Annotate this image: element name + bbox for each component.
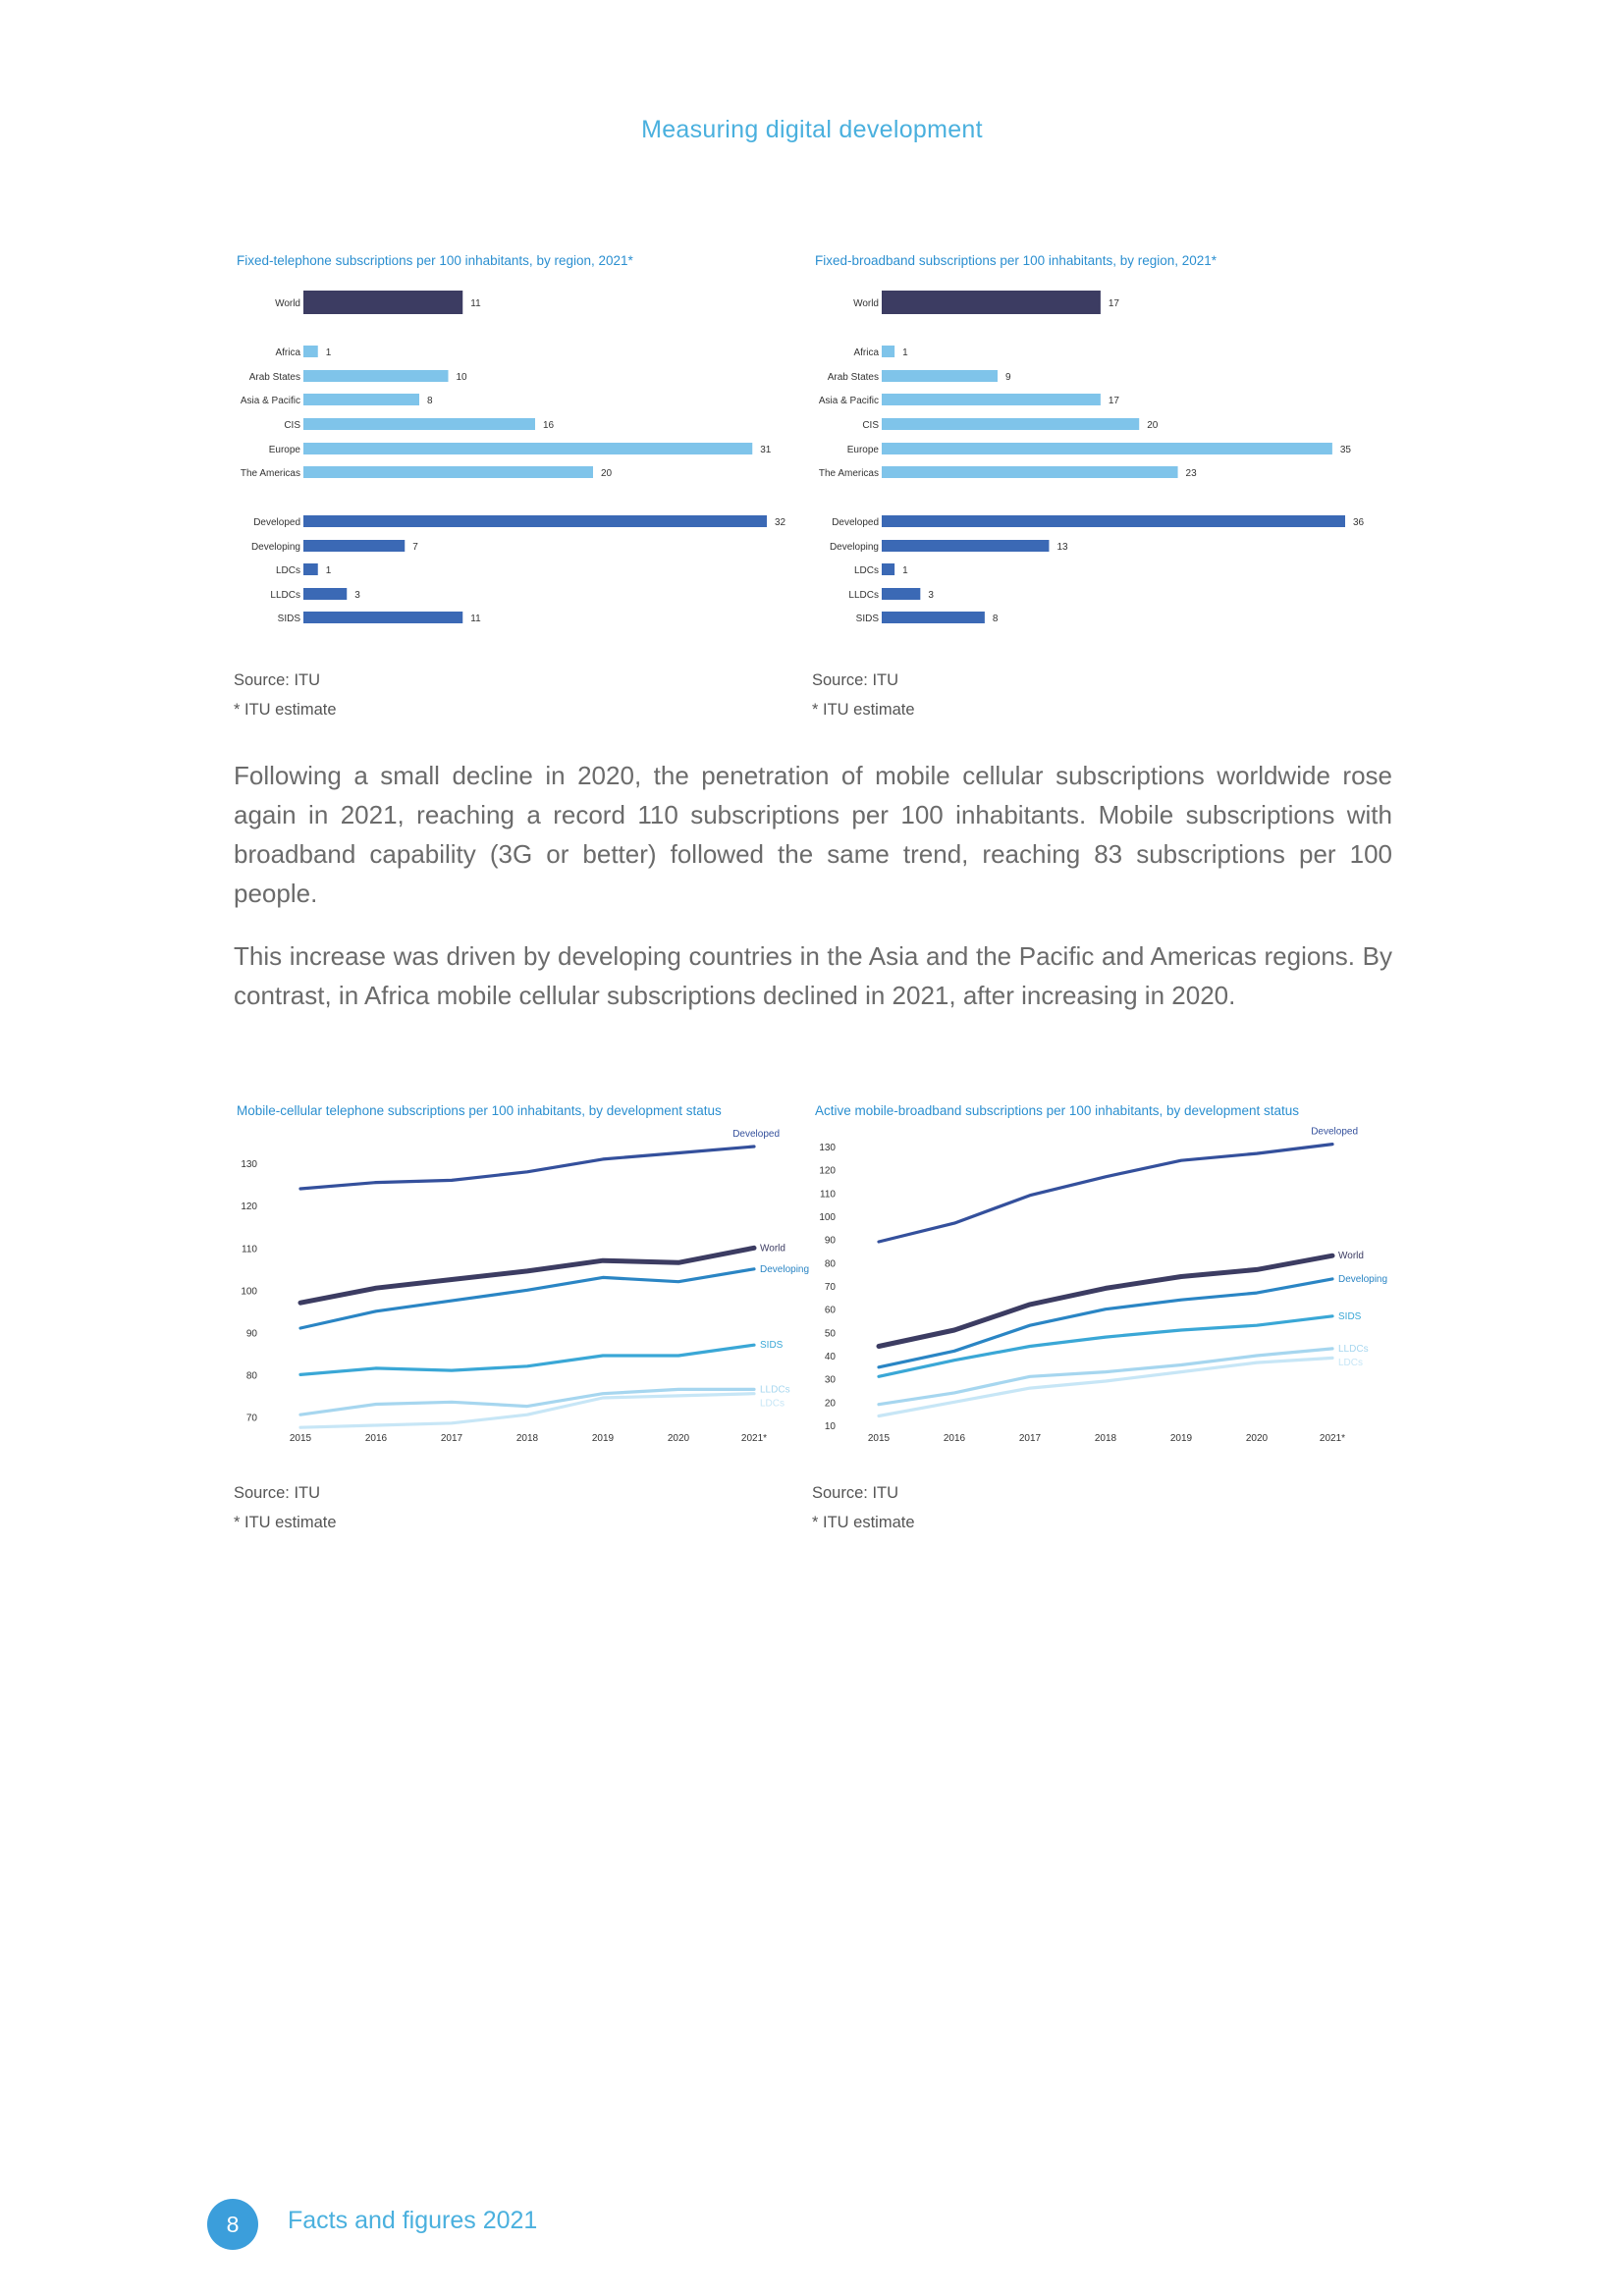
fixed-bb-category-label: World [853,298,879,309]
fixed-tel-bar [303,443,752,454]
fixed-bb-value-label: 3 [928,590,934,601]
mobile-cell-series-label: World [760,1243,785,1255]
fixed-bb-value-label: 13 [1056,542,1068,553]
fixed-bb-chart-title: Fixed-broadband subscriptions per 100 inhabitants, by region, 2021* [815,253,1218,268]
fixed-tel-chart-title: Fixed-telephone subscriptions per 100 inhabitants, by region, 2021* [237,253,633,268]
mobile-cell-x-tick-label: 2021* [740,1433,768,1444]
mobile-cell-chart-title: Mobile-cellular telephone subscriptions per 100 inhabitants, by development status [237,1103,722,1118]
mobile-cell-x-tick-label: 2019 [591,1433,615,1444]
mobile-bb-x-tick-label: 2015 [867,1433,891,1444]
mobile-bb-series-label: LDCs [1338,1357,1364,1368]
fixed-tel-category-label: LLDCs [270,590,300,601]
mobile-bb-series-line [879,1255,1332,1346]
fixed-tel-value-label: 16 [543,420,555,431]
fixed-tel-value-label: 11 [470,298,481,309]
fixed-tel-value-label: 1 [325,347,332,358]
mobile-bb-source: Source: ITU [812,1484,899,1502]
mobile-cell-series-line [300,1147,754,1189]
mobile-bb-y-tick-label: 40 [824,1352,836,1362]
mobile-cell-y-tick-label: 120 [241,1201,257,1213]
mobile-bb-y-tick-label: 10 [824,1421,836,1432]
mobile-cell-series-line [300,1248,754,1303]
mobile-bb-y-tick-label: 50 [824,1328,836,1340]
footer-title: Facts and figures 2021 [288,2207,538,2234]
fixed-bb-bar [882,466,1178,478]
mobile-cell-y-tick-label: 100 [241,1286,257,1298]
mobile-bb-y-tick-label: 130 [819,1143,836,1153]
mobile-bb-estimate-note: * ITU estimate [812,1514,915,1531]
mobile-cell-x-tick-label: 2015 [289,1433,312,1444]
mobile-bb-y-tick-label: 90 [824,1235,836,1247]
fixed-tel-value-label: 3 [354,590,360,601]
mobile-cell-source: Source: ITU [234,1484,321,1502]
mobile-bb-x-tick-label: 2017 [1018,1433,1042,1444]
fixed-tel-value-label: 10 [456,372,467,383]
fixed-bb-bar [882,291,1101,314]
fixed-bb-category-label: CIS [862,420,879,431]
mobile-bb-series-label: Developing [1338,1273,1388,1285]
mobile-cell-series-label: SIDS [760,1340,784,1352]
fixed-bb-value-label: 17 [1108,298,1120,309]
mobile-bb-x-tick-label: 2019 [1169,1433,1193,1444]
fixed-tel-value-label: 32 [775,517,786,528]
mobile-bb-series-line [879,1349,1332,1405]
fixed-tel-bar [303,515,767,527]
fixed-bb-value-label: 36 [1353,517,1365,528]
fixed-tel-category-label: World [275,298,300,309]
mobile-cell-series-line [300,1269,754,1328]
mobile-cell-y-tick-label: 90 [245,1328,257,1340]
fixed-tel-category-label: Developing [250,542,300,553]
fixed-bb-value-label: 17 [1108,396,1120,406]
mobile-bb-x-tick-label: 2020 [1245,1433,1269,1444]
fixed-bb-category-label: SIDS [855,614,879,624]
fixed-tel-value-label: 8 [427,396,433,406]
fixed-tel-bar [303,563,318,575]
mobile-bb-series-label: World [1338,1251,1364,1262]
fixed-bb-source: Source: ITU [812,671,899,689]
fixed-tel-value-label: 20 [601,468,613,479]
fixed-bb-value-label: 9 [1005,372,1011,383]
fixed-tel-category-label: Arab States [248,372,300,383]
page-number: 8 [207,2199,258,2250]
fixed-bb-bar [882,515,1345,527]
fixed-bb-bar [882,540,1049,552]
fixed-bb-category-label: LLDCs [848,590,879,601]
mobile-cell-x-tick-label: 2018 [515,1433,539,1444]
fixed-bb-bar-chart [812,285,1401,634]
fixed-bb-estimate-note: * ITU estimate [812,701,915,719]
fixed-bb-bar [882,563,894,575]
fixed-bb-bar [882,370,998,382]
mobile-bb-y-tick-label: 110 [820,1189,836,1201]
mobile-cell-y-tick-label: 80 [245,1370,257,1382]
mobile-bb-y-tick-label: 60 [824,1305,836,1316]
fixed-tel-value-label: 11 [470,614,481,624]
fixed-tel-category-label: Developed [253,517,300,528]
fixed-bb-value-label: 23 [1185,468,1197,479]
fixed-bb-category-label: Developing [829,542,879,553]
fixed-tel-category-label: LDCs [275,565,300,576]
fixed-tel-bar [303,418,535,430]
fixed-bb-value-label: 35 [1339,445,1352,455]
fixed-tel-value-label: 1 [325,565,332,576]
mobile-cell-y-tick-label: 70 [245,1413,257,1424]
fixed-tel-category-label: The Americas [240,468,300,479]
mobile-cell-estimate-note: * ITU estimate [234,1514,337,1531]
fixed-tel-bar [303,394,419,405]
mobile-cell-series-line [300,1389,754,1415]
fixed-bb-bar [882,418,1139,430]
fixed-tel-bar [303,346,318,357]
mobile-cell-x-tick-label: 2017 [440,1433,463,1444]
fixed-tel-bar [303,370,449,382]
fixed-tel-bar [303,291,462,314]
fixed-bb-bar [882,588,920,600]
body-text [234,756,1392,1039]
fixed-tel-category-label: Asia & Pacific [240,396,300,406]
fixed-bb-bar [882,443,1332,454]
fixed-bb-value-label: 8 [992,614,999,624]
mobile-bb-y-tick-label: 80 [824,1258,836,1270]
fixed-bb-value-label: 1 [902,347,908,358]
mobile-bb-x-tick-label: 2016 [943,1433,966,1444]
fixed-bb-value-label: 1 [902,565,908,576]
fixed-tel-category-label: Africa [275,347,300,358]
fixed-bb-value-label: 20 [1147,420,1159,431]
mobile-bb-y-tick-label: 20 [824,1398,836,1410]
mobile-cell-line-chart [234,1129,823,1453]
mobile-cell-x-tick-label: 2016 [364,1433,388,1444]
mobile-cell-series-label: LDCs [760,1398,785,1410]
fixed-tel-bar [303,588,347,600]
mobile-cell-series-label: Developing [760,1263,810,1275]
fixed-bb-category-label: Developed [832,517,879,528]
mobile-bb-series-label: LLDCs [1338,1343,1369,1355]
mobile-cell-series-line [300,1394,754,1428]
mobile-bb-series-label: SIDS [1338,1310,1362,1322]
fixed-tel-category-label: SIDS [277,614,300,624]
fixed-bb-category-label: The Americas [818,468,879,479]
mobile-bb-y-tick-label: 120 [819,1165,836,1177]
fixed-tel-category-label: CIS [284,420,300,431]
body-paragraph-1: Following a small decline in 2020, the penetration of mobile cellular subscriptions worldwide rose again in 2021, reaching a record 110 subscriptions per 100 inhabitants. Mobile subscriptions with broadband capability (3G or better) followed the same trend, reaching 83 subscriptions per 100 people. [234,761,1392,908]
fixed-tel-bar [303,466,593,478]
mobile-bb-series-line [879,1358,1332,1415]
mobile-bb-x-tick-label: 2021* [1319,1433,1346,1444]
fixed-bb-bar [882,612,985,623]
fixed-bb-category-label: Arab States [827,372,879,383]
mobile-cell-y-tick-label: 130 [241,1159,257,1171]
mobile-bb-x-tick-label: 2018 [1094,1433,1117,1444]
mobile-bb-series-label: Developed [1311,1126,1358,1138]
running-header: Measuring digital development [641,116,983,143]
fixed-bb-category-label: LDCs [853,565,879,576]
fixed-bb-category-label: Africa [853,347,879,358]
mobile-cell-y-tick-label: 110 [242,1244,257,1255]
fixed-bb-category-label: Asia & Pacific [818,396,879,406]
mobile-bb-line-chart [812,1126,1401,1453]
fixed-tel-bar [303,540,405,552]
mobile-bb-chart-title: Active mobile-broadband subscriptions per 100 inhabitants, by development status [815,1103,1300,1118]
mobile-bb-series-line [879,1316,1332,1377]
fixed-tel-bar-chart [234,285,823,634]
mobile-cell-series-label: Developed [732,1129,780,1140]
mobile-bb-y-tick-label: 100 [819,1212,836,1223]
fixed-tel-bar [303,612,462,623]
fixed-tel-value-label: 31 [760,445,772,455]
mobile-bb-series-line [879,1145,1332,1242]
fixed-bb-bar [882,394,1101,405]
mobile-cell-series-line [300,1345,754,1374]
mobile-bb-y-tick-label: 70 [824,1282,836,1293]
mobile-bb-y-tick-label: 30 [824,1374,836,1386]
fixed-tel-source: Source: ITU [234,671,321,689]
mobile-cell-series-label: LLDCs [760,1384,790,1396]
fixed-bb-category-label: Europe [846,445,879,455]
body-paragraph-2: This increase was driven by developing countries in the Asia and the Pacific and Americas regions. By contrast, in Africa mobile cellular subscriptions declined in 2021, after increasing in 2020. [234,941,1392,1010]
fixed-tel-value-label: 7 [412,542,418,553]
fixed-bb-bar [882,346,894,357]
mobile-cell-x-tick-label: 2020 [667,1433,690,1444]
fixed-tel-estimate-note: * ITU estimate [234,701,337,719]
fixed-tel-category-label: Europe [268,445,300,455]
